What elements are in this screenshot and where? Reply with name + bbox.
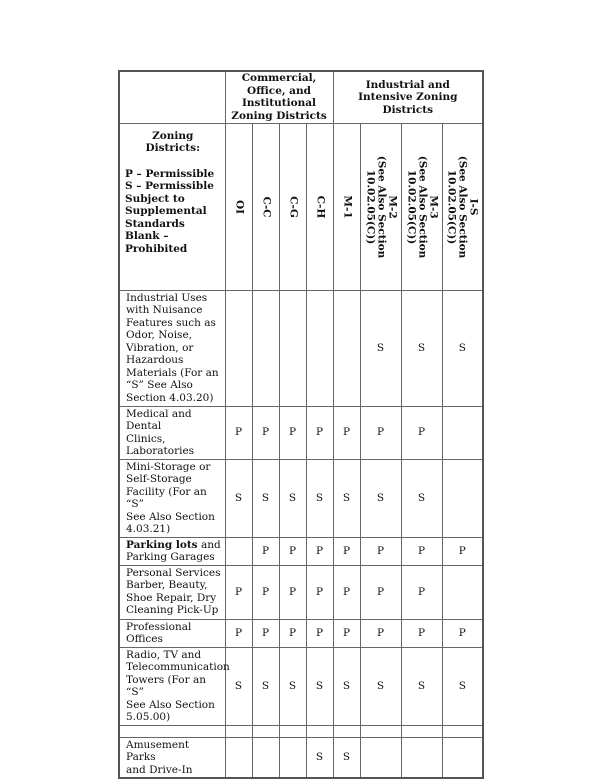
district-label-line: (See Also Section xyxy=(416,155,429,258)
use-cell xyxy=(119,565,225,619)
permission-cell: P xyxy=(401,537,442,565)
district-label xyxy=(233,199,244,213)
use-line: Medical and Dental xyxy=(126,407,192,432)
use-line: and Drive-In xyxy=(126,763,193,776)
use-line: Odor, Noise, xyxy=(126,329,192,341)
permission-cell xyxy=(225,737,252,778)
legend-line: P – Permissible xyxy=(125,167,215,180)
table-row xyxy=(119,537,483,565)
use-cell xyxy=(119,647,230,725)
permission-cell: S xyxy=(306,737,333,778)
permission-cell xyxy=(252,737,279,778)
legend-line: Supplemental xyxy=(125,205,207,217)
use-line: Barber, Beauty, xyxy=(126,579,208,591)
district-label-line: C-H xyxy=(314,195,327,218)
group-commercial-line: Institutional xyxy=(241,97,317,110)
district-label-line: C-C xyxy=(260,195,272,218)
use-line: Shoe Repair, Dry xyxy=(126,591,217,604)
permission-cell xyxy=(442,737,483,778)
table-row xyxy=(119,647,483,725)
permission-cell xyxy=(306,725,333,737)
permission-cell xyxy=(360,725,401,737)
permission-cell: S xyxy=(252,647,279,725)
permission-cell: P xyxy=(225,565,252,619)
use-line: Industrial Uses xyxy=(126,291,208,304)
permission-cell xyxy=(333,725,360,737)
district-label-line: 10.02.05(C)) xyxy=(405,169,418,244)
group-commercial-line: Commercial, xyxy=(241,72,317,85)
permission-cell: S xyxy=(401,290,442,406)
use-line: 5.05.00) xyxy=(126,711,171,723)
permission-cell: P xyxy=(401,406,442,459)
permission-cell xyxy=(252,290,279,406)
permission-cell xyxy=(279,725,306,737)
district-header xyxy=(306,123,333,290)
permission-cell: S xyxy=(442,290,483,406)
permission-cell: P xyxy=(442,619,483,647)
use-cell xyxy=(119,406,225,459)
table-row xyxy=(119,565,483,619)
district-header xyxy=(360,123,401,290)
legend-line: Blank – xyxy=(125,230,169,242)
use-cell xyxy=(119,537,225,565)
use-cell xyxy=(119,737,225,778)
district-label xyxy=(260,196,271,217)
use-line: Self-Storage xyxy=(126,473,192,485)
district-label-line: (See Also Section xyxy=(456,155,469,258)
corner-cell xyxy=(119,71,225,123)
permission-cell: P xyxy=(225,406,252,459)
district-label-line: OI xyxy=(233,199,245,214)
table-row xyxy=(119,737,483,778)
district-header xyxy=(442,123,483,290)
permission-cell: P xyxy=(333,565,360,619)
legend-line: Standards xyxy=(125,217,185,230)
use-line: and xyxy=(197,538,221,551)
district-label xyxy=(446,155,479,257)
permission-cell xyxy=(279,290,306,406)
use-cell xyxy=(119,725,225,737)
district-label xyxy=(364,155,397,257)
permission-cell: S xyxy=(442,647,483,725)
use-line: Facility (For an “S” xyxy=(126,485,207,510)
district-label xyxy=(287,196,298,218)
district-header xyxy=(333,123,360,290)
legend-title: Zoning Districts: xyxy=(145,129,200,154)
permission-cell: P xyxy=(279,537,306,565)
legend-line: Subject to xyxy=(125,192,185,205)
permission-cell: S xyxy=(225,459,252,537)
district-label xyxy=(405,155,438,257)
permission-cell: S xyxy=(401,647,442,725)
permission-cell: P xyxy=(360,565,401,619)
permission-cell: S xyxy=(333,459,360,537)
legend-cell xyxy=(119,123,225,290)
permission-cell: S xyxy=(252,459,279,537)
table-row xyxy=(119,619,483,647)
permission-cell xyxy=(360,737,401,778)
permission-cell: P xyxy=(225,619,252,647)
permission-cell xyxy=(306,290,333,406)
group-industrial-line: Industrial and xyxy=(365,78,450,91)
permission-cell xyxy=(442,406,483,459)
use-line: with Nuisance xyxy=(126,304,203,316)
use-line: Parking Garages xyxy=(126,551,215,563)
permission-cell: S xyxy=(360,290,401,406)
permission-cell xyxy=(401,725,442,737)
district-label-line: (See Also Section xyxy=(375,155,388,258)
group-industrial-line: Districts xyxy=(382,103,434,116)
permission-cell: P xyxy=(252,565,279,619)
permission-cell: P xyxy=(306,565,333,619)
permission-cell: P xyxy=(333,619,360,647)
district-header-row xyxy=(119,123,483,290)
use-bold-text: Parking lots xyxy=(126,538,198,551)
permission-cell xyxy=(225,725,252,737)
use-cell xyxy=(119,459,225,537)
permission-cell xyxy=(279,737,306,778)
permission-cell xyxy=(333,290,360,406)
permission-cell: P xyxy=(360,537,401,565)
district-header xyxy=(279,123,306,290)
permission-cell: P xyxy=(442,537,483,565)
permission-cell: P xyxy=(279,406,306,459)
permission-cell: P xyxy=(360,619,401,647)
use-line: Cleaning Pick-Up xyxy=(126,604,219,616)
group-header-row xyxy=(119,71,483,123)
permission-cell xyxy=(252,725,279,737)
use-line: Amusement Parks xyxy=(126,738,190,763)
permission-cell: P xyxy=(360,406,401,459)
table-row xyxy=(119,290,483,406)
use-line: Professional Offices xyxy=(126,620,192,645)
table-row xyxy=(119,459,483,537)
use-line: See Also Section xyxy=(126,698,215,711)
permission-cell: P xyxy=(306,619,333,647)
permission-cell: S xyxy=(306,459,333,537)
table-row xyxy=(119,406,483,459)
use-line: Clinics, xyxy=(126,432,166,445)
use-line: Features such as xyxy=(126,316,216,329)
permission-cell: P xyxy=(252,619,279,647)
group-commercial-line: Zoning Districts xyxy=(231,109,327,122)
group-industrial-header xyxy=(333,71,483,123)
use-line: Radio, TV and xyxy=(126,648,202,661)
district-label-line: M-3 xyxy=(427,194,440,219)
permission-cell: S xyxy=(360,459,401,537)
permission-cell: P xyxy=(306,406,333,459)
permission-cell xyxy=(401,737,442,778)
permission-cell: P xyxy=(306,537,333,565)
use-line: Hazardous xyxy=(126,354,184,366)
permission-cell xyxy=(442,565,483,619)
district-label-line: I-S xyxy=(467,198,480,215)
use-line: Materials (For an xyxy=(126,366,219,379)
use-line: Towers (For an “S” xyxy=(126,673,206,698)
permission-cell xyxy=(442,459,483,537)
district-header xyxy=(252,123,279,290)
use-line: Mini-Storage or xyxy=(126,460,211,473)
permission-cell: P xyxy=(279,619,306,647)
district-label-line: 10.02.05(C)) xyxy=(364,169,377,244)
permission-cell: P xyxy=(279,565,306,619)
permission-cell: S xyxy=(333,647,360,725)
legend-line: S – Permissible xyxy=(125,180,214,192)
use-line: Section 4.03.20) xyxy=(126,391,214,404)
permission-cell: P xyxy=(401,565,442,619)
district-label xyxy=(314,195,325,218)
use-line: Telecommunication xyxy=(126,661,230,673)
permission-cell xyxy=(225,537,252,565)
district-header xyxy=(401,123,442,290)
use-cell xyxy=(119,290,225,406)
permission-cell: S xyxy=(225,647,252,725)
use-line: See Also Section xyxy=(126,510,215,523)
district-label-line: C-G xyxy=(287,195,299,218)
group-commercial-line: Office, and xyxy=(247,84,311,97)
zoning-table xyxy=(118,70,484,779)
permission-cell: P xyxy=(333,537,360,565)
district-label-line: M-2 xyxy=(386,194,399,219)
permission-cell: S xyxy=(279,459,306,537)
use-line: Laboratories xyxy=(126,445,195,457)
permission-cell: P xyxy=(333,406,360,459)
permission-cell: S xyxy=(360,647,401,725)
group-industrial-line: Intensive Zoning xyxy=(358,91,458,103)
table-row xyxy=(119,725,483,737)
permission-cell: S xyxy=(401,459,442,537)
use-line: Personal Services xyxy=(126,566,221,579)
permission-cell: P xyxy=(252,537,279,565)
permission-cell: S xyxy=(333,737,360,778)
use-line: Vibration, or xyxy=(126,341,194,354)
permission-cell: S xyxy=(306,647,333,725)
district-label-line: M-1 xyxy=(341,194,354,219)
district-header xyxy=(225,123,252,290)
use-cell xyxy=(119,619,225,647)
use-line: “S” See Also xyxy=(126,379,193,391)
permission-cell xyxy=(442,725,483,737)
permission-cell: P xyxy=(252,406,279,459)
use-line: 4.03.21) xyxy=(126,523,171,535)
group-commercial-header xyxy=(225,71,333,123)
district-label-line: 10.02.05(C)) xyxy=(445,169,458,244)
permission-cell: P xyxy=(401,619,442,647)
district-label xyxy=(341,195,352,218)
permission-cell: S xyxy=(279,647,306,725)
permission-cell xyxy=(225,290,252,406)
legend-line: Prohibited xyxy=(125,242,188,255)
